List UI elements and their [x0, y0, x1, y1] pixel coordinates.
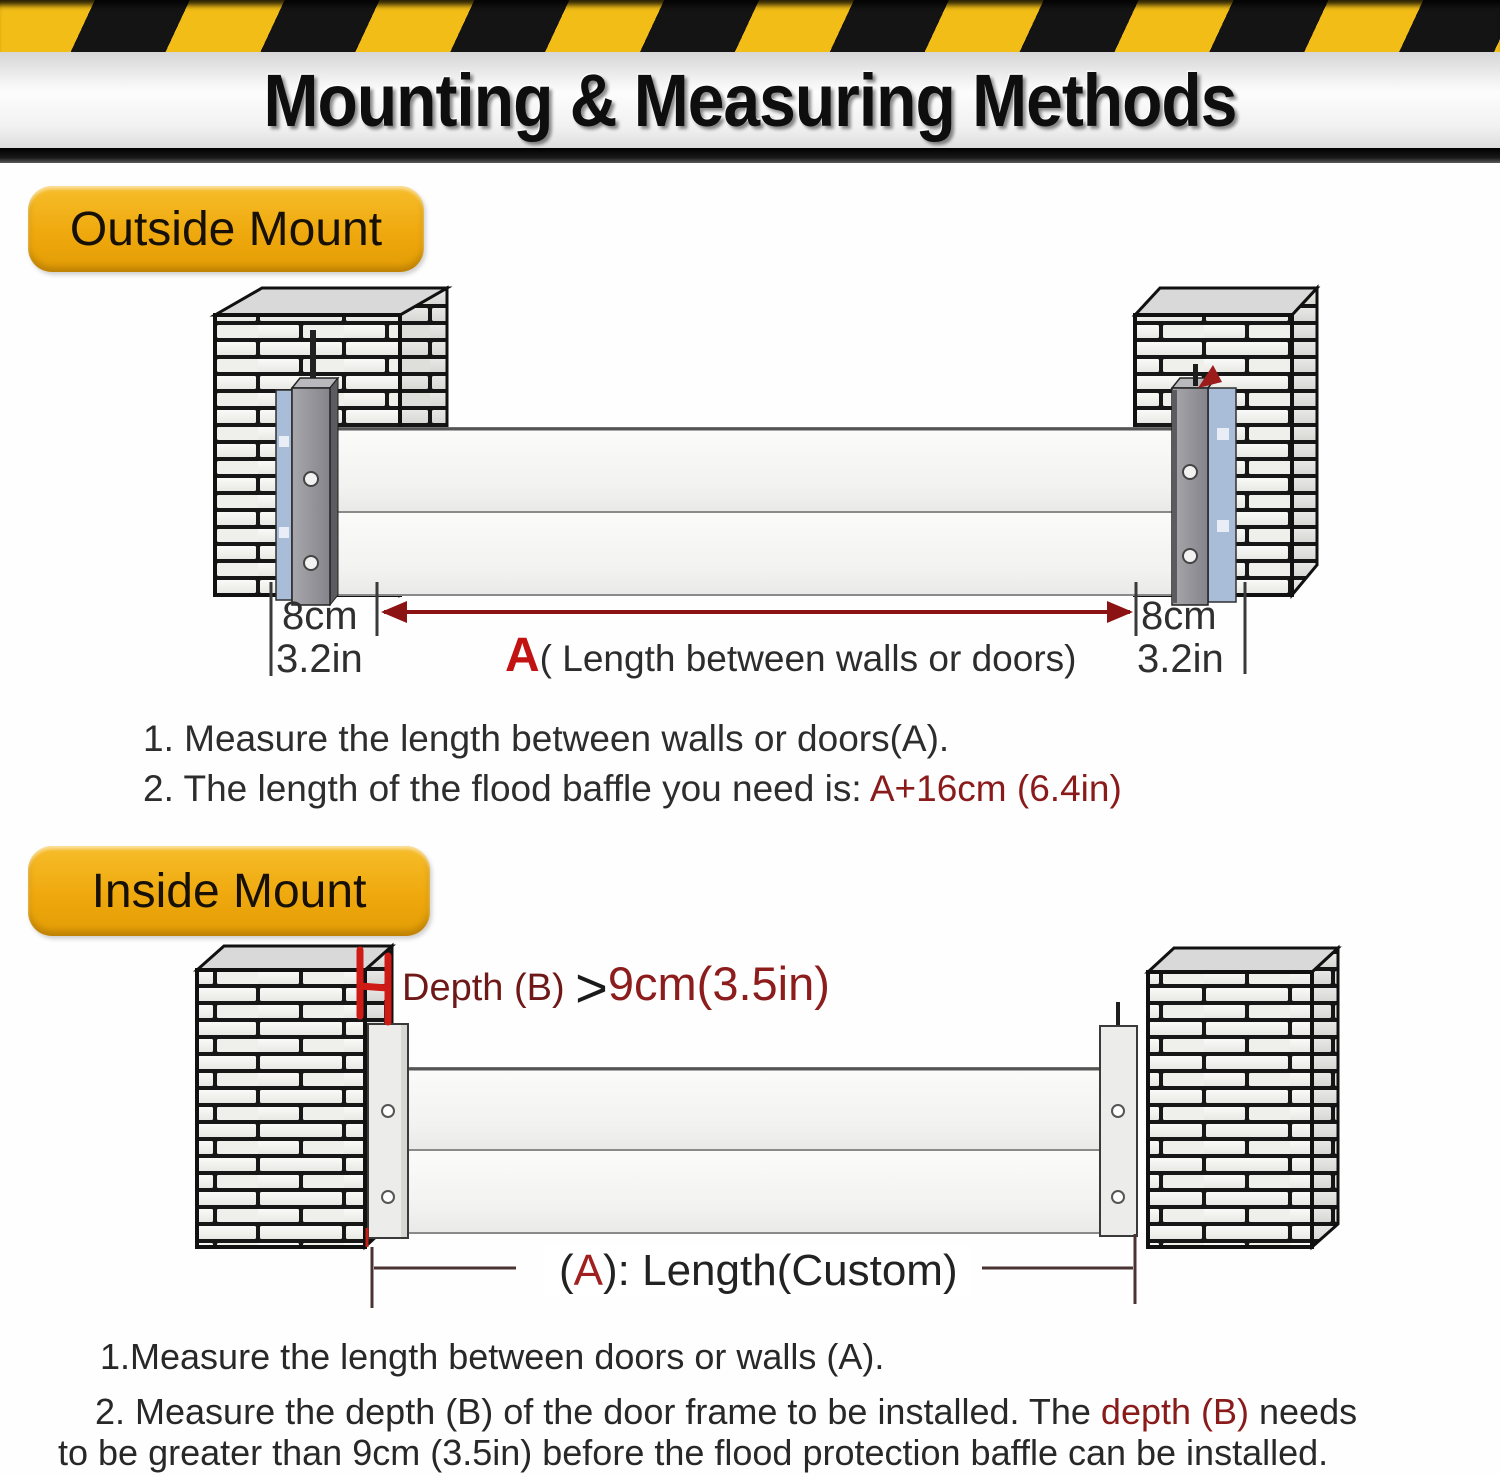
inside-step-2-suffix: needs — [1249, 1391, 1358, 1432]
title-divider-bar — [0, 148, 1500, 163]
left-mounting-bracket — [276, 378, 338, 605]
outside-step-2-text: 2. The length of the flood baffle you need is: — [143, 768, 870, 809]
right-seal-strip — [1208, 388, 1236, 602]
title-band — [0, 52, 1500, 148]
span-letter: A — [505, 629, 540, 682]
inside-step-3: to be greater than 9cm (3.5in) before the flood protection baffle can be installed. — [58, 1432, 1329, 1473]
inside-mount-label-text: Inside Mount — [91, 864, 367, 918]
right-mounting-bracket — [1172, 364, 1236, 605]
span-length-label — [505, 628, 1076, 683]
flood-barrier-panels — [330, 428, 1173, 595]
span-text: ( Length between walls or doors) — [539, 638, 1077, 679]
inside-step-2 — [95, 1391, 1357, 1433]
outside-step-2-formula: A+16cm (6.4in) — [869, 768, 1122, 809]
left-gap-cm: 8cm — [282, 594, 358, 638]
outside-step-2 — [143, 768, 1122, 810]
depth-requirement-label — [402, 956, 830, 1019]
inside-mount-label — [28, 846, 430, 936]
screw-hole — [1112, 1191, 1124, 1203]
inside-right-plate — [1100, 1002, 1137, 1236]
inside-flood-barrier-panels — [408, 1068, 1102, 1233]
screw-hole — [1183, 549, 1197, 563]
outside-step-1: 1. Measure the length between walls or doors(A). — [143, 718, 950, 759]
screw-hole — [382, 1191, 394, 1203]
inside-step-1: 1.Measure the length between doors or walls (A). — [100, 1336, 885, 1377]
length-letter: A — [573, 1246, 604, 1295]
right-gap-in: 3.2in — [1137, 637, 1224, 681]
custom-length-label — [545, 1246, 972, 1296]
greater-than-sign: > — [575, 956, 608, 1019]
left-seal-strip — [276, 390, 292, 600]
screw-hole — [304, 472, 318, 486]
hazard-stripe-banner — [0, 0, 1500, 52]
right-gap-cm: 8cm — [1141, 594, 1217, 638]
screw-hole — [1112, 1105, 1124, 1117]
span-arrow — [381, 601, 1133, 623]
page-title: Mounting & Measuring Methods — [263, 58, 1237, 142]
length-open-paren: ( — [559, 1246, 574, 1295]
depth-label-text: Depth (B) — [402, 967, 576, 1009]
inside-right-pillar — [1148, 948, 1338, 1247]
outside-mount-label — [28, 186, 424, 272]
inside-step-2-highlight: depth (B) — [1100, 1391, 1249, 1432]
inside-left-plate — [367, 1000, 408, 1247]
screw-hole — [304, 556, 318, 570]
outside-mount-label-text: Outside Mount — [69, 202, 383, 256]
screw-hole — [1183, 465, 1197, 479]
inside-step-2-text: 2. Measure the depth (B) of the door frame to be installed. The — [95, 1391, 1101, 1432]
depth-value-text: 9cm(3.5in) — [607, 957, 830, 1010]
left-gap-in: 3.2in — [276, 637, 363, 681]
length-rest-text: ): Length(Custom) — [603, 1246, 958, 1295]
screw-hole — [382, 1105, 394, 1117]
